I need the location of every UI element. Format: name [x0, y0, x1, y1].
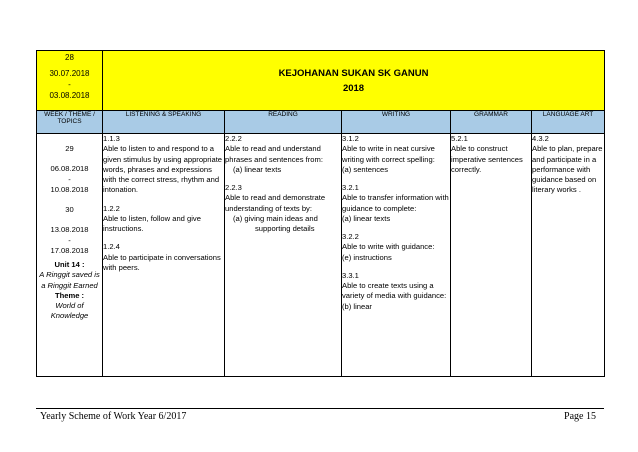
reading-item-2a-cont: supporting details — [255, 224, 315, 233]
writing-code-1: 3.1.2 — [342, 134, 359, 143]
event-year: 2018 — [342, 82, 365, 94]
writing-text-2: Able to transfer information with guidance to complete: — [342, 193, 449, 213]
reading-code-2: 2.2.3 — [225, 183, 242, 192]
listening-code-3: 1.2.4 — [103, 242, 120, 252]
listening-text-2: Able to listen, follow and give instructions. — [103, 213, 201, 233]
event-title-cell — [103, 51, 605, 111]
reading-cell — [225, 134, 342, 377]
week-number: 28 — [65, 53, 74, 62]
writing-code-4: 3.3.1 — [342, 270, 359, 280]
reading-text-2: Able to read and demonstrate understanding of texts by: — [225, 193, 326, 213]
unit-label: Unit 14 : — [54, 260, 85, 269]
week-30: 30 — [65, 205, 74, 214]
listening-code-1: 1.1.3 — [103, 134, 120, 143]
language-art-text-1: Able to plan, prepare and participate in a performance with guidance based on literary works . — [532, 144, 603, 195]
week-29-end: 10.08.2018 — [50, 184, 89, 194]
language-art-cell — [532, 134, 605, 377]
week-30-start: 13.08.2018 — [50, 225, 89, 235]
week-29: 29 — [65, 144, 74, 153]
weeks-cell — [37, 134, 103, 377]
week-28-cell — [37, 51, 103, 111]
week-29-start: 06.08.2018 — [50, 164, 89, 174]
date-end: 03.08.2018 — [49, 91, 90, 100]
date-dash: - — [68, 80, 71, 89]
page-number: Page 15 — [564, 411, 596, 422]
listening-text-3: Able to participate in conversations with peers. — [103, 252, 221, 272]
week-29-dash: - — [68, 174, 71, 184]
writing-text-4: Able to create texts using a variety of media with guidance: — [342, 281, 447, 301]
writing-item-1a: (a) sentences — [342, 164, 389, 174]
grammar-text-1: Able to construct imperative sentences correctly. — [451, 144, 523, 174]
unit-title: A Ringgit saved is a Ringgit Earned — [39, 270, 100, 290]
header-writing: WRITING — [342, 111, 451, 134]
reading-code-1: 2.2.2 — [225, 134, 242, 143]
theme-label: Theme : — [54, 290, 85, 300]
header-row — [37, 111, 605, 134]
header-listening: LISTENING & SPEAKING — [103, 111, 225, 134]
writing-code-3: 3.2.2 — [342, 232, 359, 241]
week-30-end: 17.08.2018 — [50, 245, 89, 255]
date-start: 30.07.2018 — [49, 69, 90, 78]
grammar-code-1: 5.2.1 — [451, 134, 468, 143]
writing-cell — [342, 134, 451, 377]
footer-title: Yearly Scheme of Work Year 6/2017 — [40, 411, 187, 422]
header-language-art: LANGUAGE ART — [532, 111, 605, 134]
writing-code-2: 3.2.1 — [342, 183, 359, 192]
content-row — [37, 134, 605, 377]
listening-code-2: 1.2.2 — [103, 203, 120, 213]
theme-title: World of Knowledge — [50, 301, 89, 321]
writing-text-1: Able to write in neat cursive writing with correct spelling: — [342, 144, 435, 164]
reading-text-1: Able to read and understand phrases and sentences from: — [225, 144, 323, 164]
language-art-code-1: 4.3.2 — [532, 134, 549, 143]
scheme-table — [36, 50, 605, 377]
listening-text-1: Able to listen to and respond to a given stimulus by using appropriate words, phrases and expressions with the correct stress, rhythm and intonation. — [103, 144, 223, 195]
header-week-theme: WEEK / THEME / TOPICS — [37, 111, 103, 134]
week-30-dash: - — [68, 235, 71, 245]
page-footer — [36, 408, 604, 425]
writing-item-2a: (a) linear texts — [342, 213, 391, 223]
grammar-cell — [451, 134, 532, 377]
header-grammar: GRAMMAR — [451, 111, 532, 134]
holiday-row — [37, 51, 605, 111]
header-reading: READING — [225, 111, 342, 134]
listening-cell — [103, 134, 225, 377]
writing-text-3: Able to write with guidance: — [342, 242, 435, 252]
reading-item-1a: (a) linear texts — [233, 164, 282, 174]
event-title: KEJOHANAN SUKAN SK GANUN — [278, 67, 429, 79]
reading-item-2a: (a) giving main ideas and — [233, 213, 318, 223]
writing-item-3a: (e) instructions — [342, 252, 392, 262]
writing-item-4a: (b) linear — [342, 301, 372, 311]
